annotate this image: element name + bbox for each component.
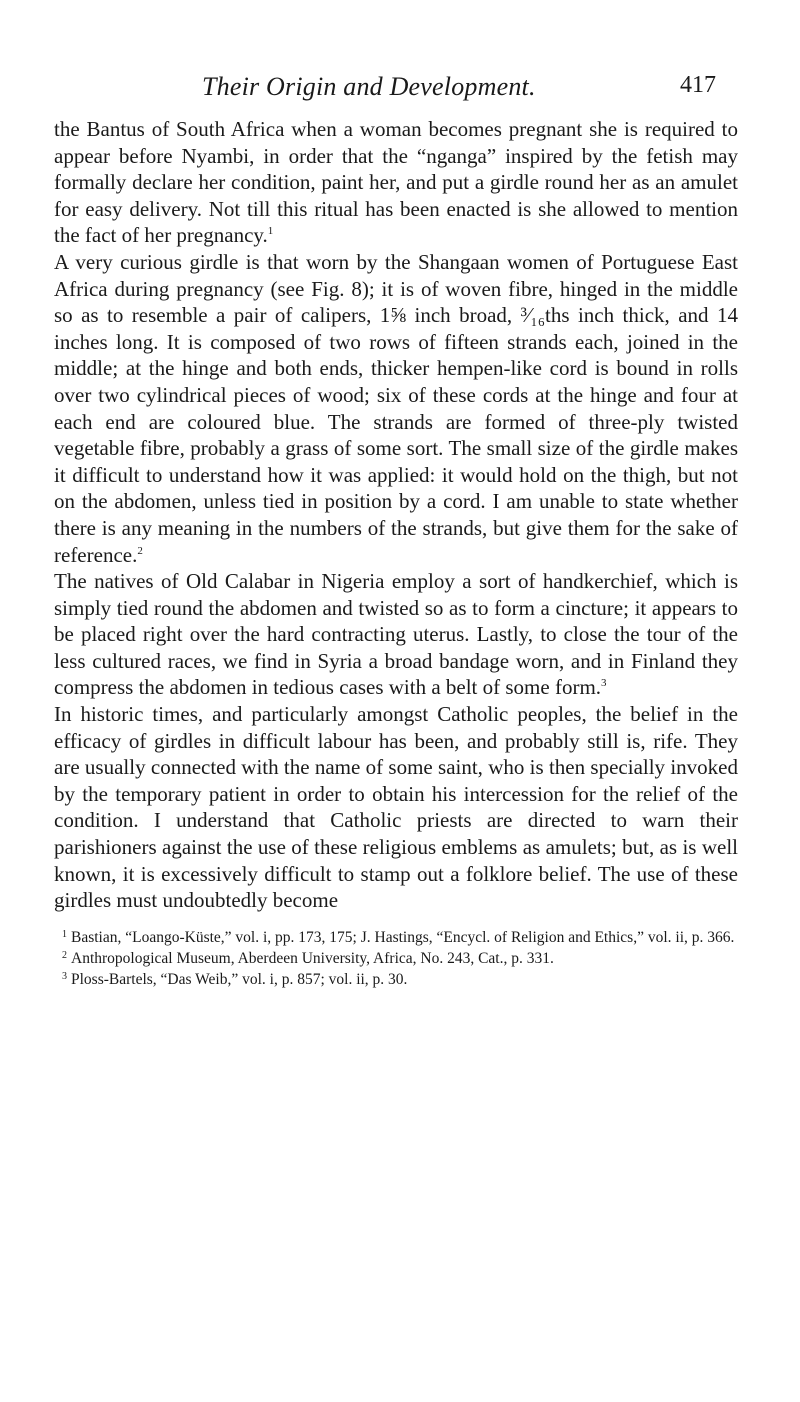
paragraph-text: the Bantus of South Africa when a woman becomes pregnant she is required to appear before Nyambi, in order that the “nganga” inspired by the fetish may formally declare her condition, paint her, and put a girdle round her as an amulet for easy delivery. Not till this ritual has been enacted is she allowed to mention the fact of her pregnancy. [54, 117, 738, 248]
footnote-reference: 3 [601, 677, 607, 690]
footnote [54, 968, 738, 989]
running-title: Their Origin and Development. [202, 72, 536, 101]
paragraph-text: In historic times, and particularly amongst Catholic peoples, the belief in the efficacy of girdles in difficult labour has been, and probably still is, rife. They are usually connected with the name of some saint, who is then specially invoked by the temporary patient in order to obtain his intercession for the relief of the condition. I understand that Catholic priests are directed to warn their parishioners against the use of these religious emblems as amulets; but, as is well known, it is excessively difficult to stamp out a folklore belief. The use of these girdles must undoubtedly become [54, 702, 738, 913]
paragraph [54, 116, 738, 249]
footnote-text: Bastian, “Loango-Küste,” vol. i, pp. 173, 175; J. Hastings, “Encycl. of Religion and Ethics,” vol. ii, p. 366. [71, 928, 735, 946]
footnote-text: Ploss-Bartels, “Das Weib,” vol. i, p. 857; vol. ii, p. 30. [71, 971, 408, 989]
body-text [54, 116, 738, 914]
paragraph [54, 701, 738, 914]
footnotes [54, 926, 738, 990]
running-head [54, 72, 738, 112]
paragraph [54, 249, 738, 568]
page-number: 417 [680, 72, 716, 98]
footnote-reference: 1 [267, 225, 274, 238]
footnote-mark: 2 [62, 950, 67, 962]
footnote [54, 926, 738, 947]
footnote-mark: 3 [62, 971, 67, 983]
footnote [54, 947, 738, 968]
footnote-text: Anthropological Museum, Aberdeen University, Africa, No. 243, Cat., p. 331. [71, 950, 554, 968]
paragraph-text: A very curious girdle is that worn by the Shangaan women of Portuguese East Africa during pregnancy (see Fig. 8); it is of woven fibre, hinged in the middle so as to resemble a pair of calipers, 1⅝ inch broad, ³⁄₁₆ths inch thick, and 14 inches long. It is composed of two rows of fifteen strands each, joined in the middle; at the hinge and both ends, thicker hempen-like cord is bound in rolls over two cylindrical pieces of wood; six of these cords at the hinge and four at each end are coloured blue. The strands are formed of three-ply twisted vegetable fibre, probably a grass of some sort. The small size of the girdle makes it difficult to understand how it was applied: it would hold on the thigh, but not on the abdomen, unless tied in position by a cord. I am unable to state whether there is any meaning in the numbers of the strands, but give them for the sake of reference. [54, 249, 738, 567]
footnote-reference: 2 [137, 544, 143, 557]
footnote-mark: 1 [62, 928, 67, 940]
paragraph [54, 568, 738, 701]
paragraph-text: The natives of Old Calabar in Nigeria employ a sort of handkerchief, which is simply tied round the abdomen and twisted so as to form a cincture; it appears to be placed right over the hard contracting uterus. Lastly, to close the tour of the less cultured races, we find in Syria a broad bandage worn, and in Finland they compress the abdomen in tedious cases with a belt of some form. [54, 569, 738, 700]
